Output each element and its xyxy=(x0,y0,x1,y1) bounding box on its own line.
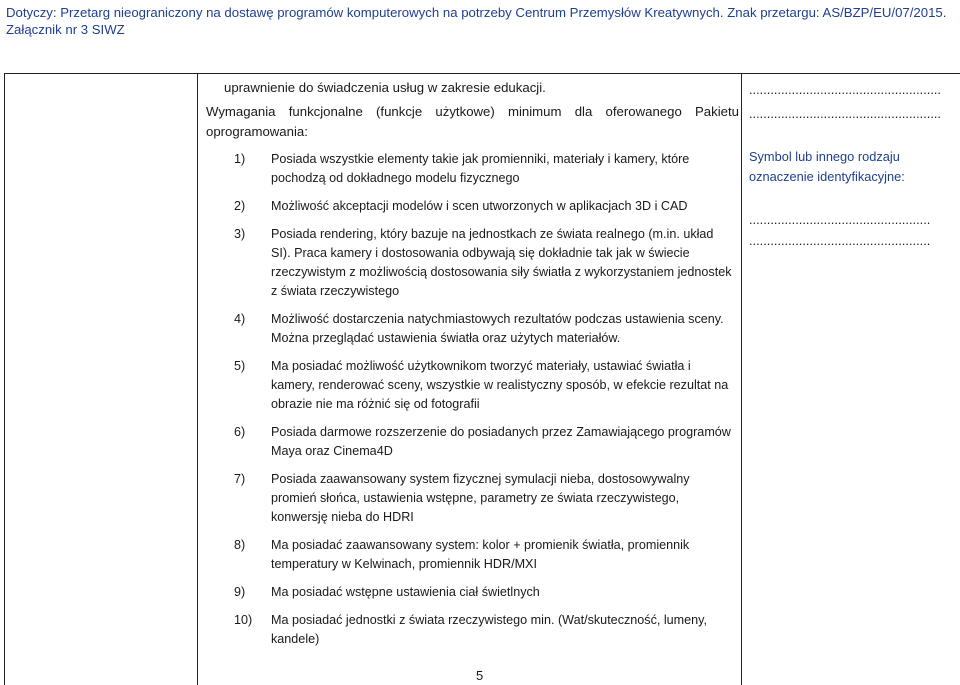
list-item xyxy=(234,423,734,461)
list-item xyxy=(234,225,734,301)
list-item xyxy=(234,310,734,348)
requirements-title xyxy=(206,102,739,142)
item-text: Posiada wszystkie elementy takie jak promienniki, materiały i kamery, które pochodzą od dokładnego modelu fizycznego xyxy=(271,152,690,185)
list-item xyxy=(234,611,734,649)
item-text: Ma posiadać możliwość użytkownikom tworzyć materiały, ustawiać światła i kamery, renderować sceny, wszystkie w realistyczny sposób, w efekcie rezultat na obrazie nie ma różnić się od fotografii xyxy=(271,359,729,411)
item-text: Możliwość dostarczenia natychmiastowych rezultatów podczas ustawienia sceny. Można przeglądać ustawienia światła oraz użytych materiałów. xyxy=(271,312,724,345)
item-text: Ma posiadać zaawansowany system: kolor + promienik światła, promiennik temperatury w Kelwinach, promiennik HDR/MXI xyxy=(271,538,690,571)
item-number: 9) xyxy=(234,585,246,599)
item-number: 10) xyxy=(234,613,253,627)
intro-text: uprawnienie do świadczenia usług w zakresie edukacji. xyxy=(224,80,546,95)
table-column-divider-2 xyxy=(741,73,742,685)
item-number: 5) xyxy=(234,359,246,373)
list-item xyxy=(234,583,734,602)
fill-in-dots: ................................................... xyxy=(749,212,931,227)
list-item xyxy=(234,536,734,574)
symbol-label: Symbol lub innego rodzaju oznaczenie identyfikacyjne: xyxy=(749,149,905,184)
table-left-border xyxy=(4,73,5,685)
item-text: Posiada rendering, który bazuje na jednostkach ze świata realnego (m.in. układ SI). Praca kamery i dostosowania odbywają się dokładnie tak jak w świecie rzeczywistym z możliwością dostosowania siły światła z wykorzystaniem jednostek z świata rzeczywistego xyxy=(271,227,732,298)
list-item xyxy=(234,357,734,414)
item-text: Ma posiadać jednostki z świata rzeczywistego min. (Wat/skuteczność, lumeny, kandele) xyxy=(271,613,708,646)
item-number: 7) xyxy=(234,472,246,486)
table-column-divider-1 xyxy=(197,73,198,685)
right-column xyxy=(749,82,955,251)
requirements-title-line-2: oprogramowania: xyxy=(206,124,308,139)
table-top-border xyxy=(4,73,960,74)
requirements-title-line-1: Wymagania funkcjonalne (funkcje użytkowe) minimum dla oferowanego Pakietu xyxy=(206,104,739,119)
header-line-1: Dotyczy: Przetarg nieograniczony na dostawę programów komputerowych na potrzeby Centrum Przemysłów Kreatywnych. Znak przetargu: AS/BZP/EU/07/2015. xyxy=(6,5,947,20)
list-item xyxy=(234,150,734,188)
document-header xyxy=(6,4,956,38)
list-item xyxy=(234,197,734,216)
list-item xyxy=(234,470,734,527)
item-text: Ma posiadać wstępne ustawienia ciał świetlnych xyxy=(271,585,540,599)
fill-in-dots: ...................................................... xyxy=(749,82,941,97)
page-number: 5 xyxy=(476,668,484,683)
item-text: Posiada darmowe rozszerzenie do posiadanych przez Zamawiającego programów Maya oraz Cinema4D xyxy=(271,425,731,458)
item-number: 1) xyxy=(234,152,246,166)
header-line-2: Załącznik nr 3 SIWZ xyxy=(6,22,125,37)
item-number: 4) xyxy=(234,312,246,326)
item-number: 2) xyxy=(234,199,246,213)
item-number: 8) xyxy=(234,538,246,552)
item-number: 3) xyxy=(234,227,246,241)
fill-in-dots: ................................................... xyxy=(749,233,931,248)
item-text: Posiada zaawansowany system fizycznej symulacji nieba, dostosowywalny promień słońca, ustawienia wstępne, parametry ze świata rzeczywistego, konwersję nieba do HDRI xyxy=(271,472,690,524)
item-number: 6) xyxy=(234,425,246,439)
fill-in-dots: ...................................................... xyxy=(749,106,941,121)
requirements-list xyxy=(234,150,734,658)
item-text: Możliwość akceptacji modelów i scen utworzonych w aplikacjach 3D i CAD xyxy=(271,199,688,213)
